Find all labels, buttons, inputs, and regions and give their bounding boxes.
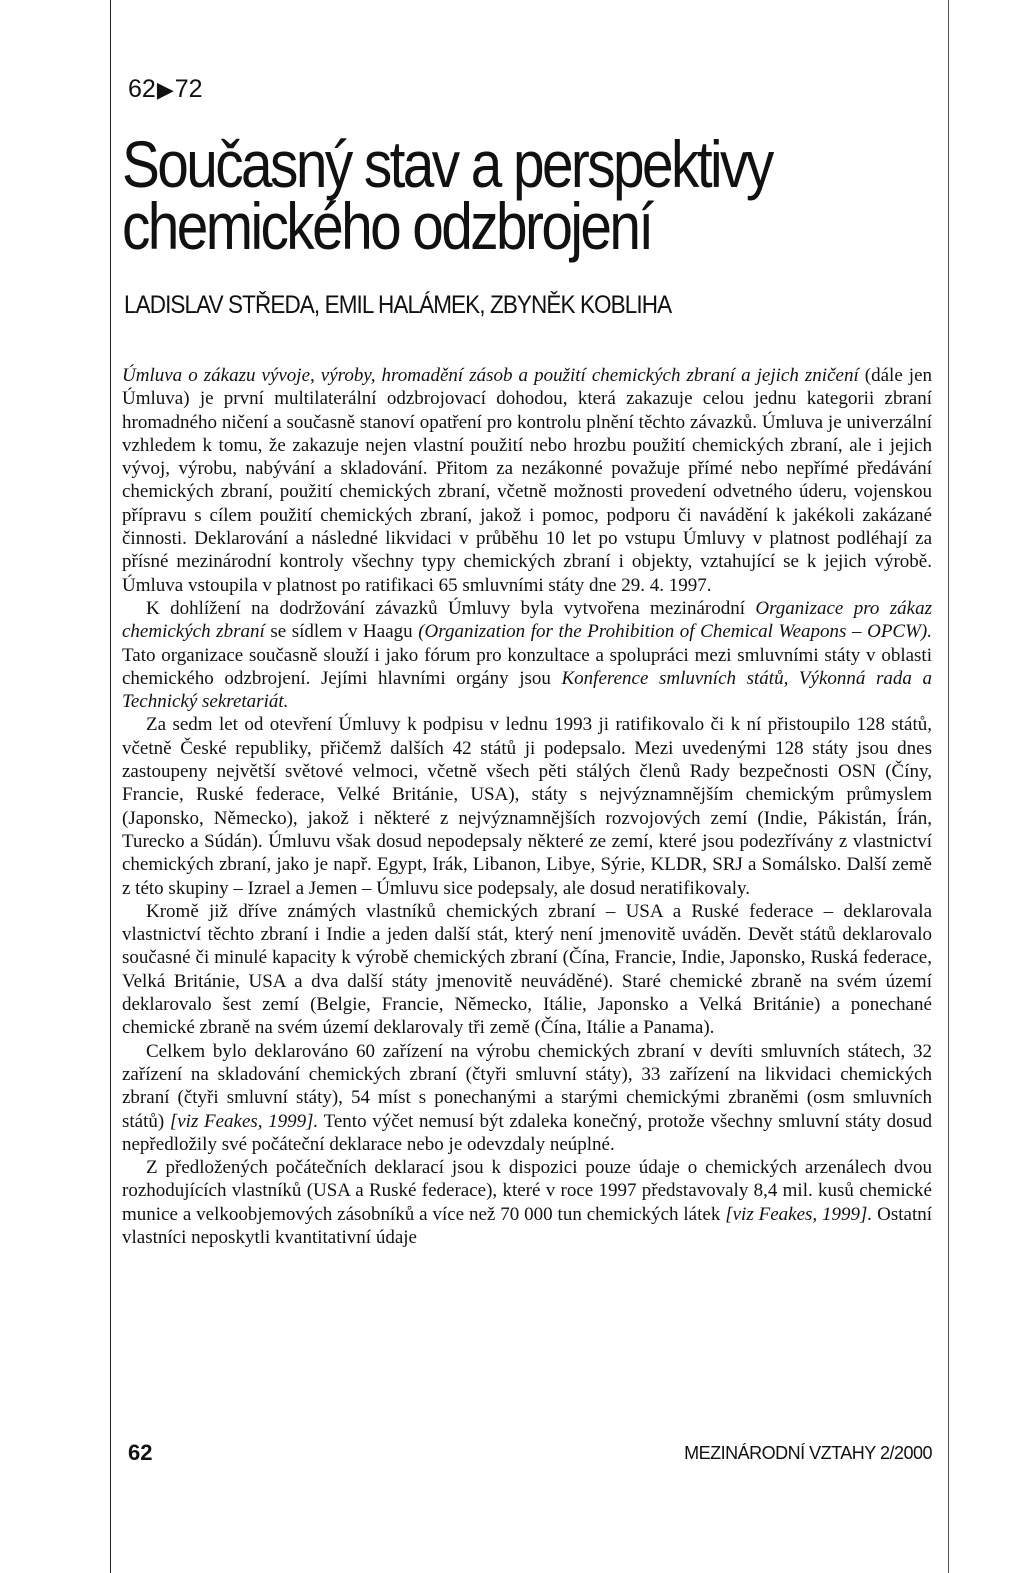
page-from: 62 (128, 75, 156, 103)
triangle-arrow-icon: ▶ (156, 77, 174, 102)
article-body (122, 364, 932, 1249)
paragraph-3: Za sedm let od otevření Úmluvy k podpisu v lednu 1993 ji ratifikovalo či k ní přistoupilo 128 států, včetně České republiky, přičemž dalších 42 států ji podepsalo. Mezi uvedenými 128 státy jsou dnes zastoupeny největší světové velmoci, včetně všech pěti stálých členů Rady bezpečnosti OSN (Číny, Francie, Ruské federace, Velké Británie, USA), státy s nejvýznamnějším chemickým průmyslem (Japonsko, Německo), jakož i některé z nejvýznamnějších rozvojových zemí (Indie, Pákistán, Írán, Turecko a Súdán). Úmluvu však dosud nepodepsaly některé ze zemí, které jsou podezřívány z vlastnictví chemických zbraní, jako je např. Egypt, Irák, Libanon, Libye, Sýrie, KLDR, SRJ a Somálsko. Další země z této skupiny – Izrael a Jemen – Úmluvu sice podepsaly, ale dosud neratifikovaly. (122, 714, 932, 899)
paragraph-2: K dohlížení na dodržování závazků Úmluvy byla vytvořena mezinárodní Organizace pro zákaz chemických zbraní se sídlem v Haagu (Organization for the Prohibition of Chemical Weapons – OPCW). Tato organizace současně slouží i jako fórum pro konzultace a spolupráci mezi smluvními státy v oblasti chemického odzbrojení. Jejími hlavními orgány jsou Konference smluvních států, Výkonná rada a Technický sekretariát. (122, 597, 933, 713)
article-authors: LADISLAV STŘEDA, EMIL HALÁMEK, ZBYNĚK KOBLIHA (124, 291, 672, 319)
footer-journal-name: MEZINÁRODNÍ VZTAHY 2/2000 (684, 1443, 932, 1463)
article-title: Současný stav a perspektivy chemického odzbrojení (122, 127, 772, 263)
paragraph-4: Kromě již dříve známých vlastníků chemických zbraní – USA a Ruské federace – deklarovala vlastnictví těchto zbraní i Indie a jeden další stát, který není jmenovitě uváděn. Devět států deklarovalo současné či minulé kapacity k výrobě chemických zbraní (Čína, Francie, Indie, Japonsko, Ruská federace, Velká Británie, USA a dva další státy jmenovitě neuváděné). Staré chemické zbraně na svém území deklarovalo šest zemí (Belgie, Francie, Německo, Itálie, Japonsko a Velká Británie) a ponechané chemické zbraně na svém území deklarovaly tři země (Čína, Itálie a Panama). (122, 900, 932, 1039)
right-margin-rule (948, 0, 949, 1573)
paragraph-1: Úmluva o zákazu vývoje, výroby, hromadění zásob a použití chemických zbraní a jejich zničení (dále jen Úmluva) je první multilaterální odzbrojovací dohodou, která zakazuje celou jednu kategorii zbraní hromadného ničení a současně stanoví opatření pro kontrolu plnění těchto závazků. Úmluva je univerzální vzhledem k tomu, že zakazuje nejen vlastní použití nebo hrozbu použití chemických zbraní, ale i jejich vývoj, výrobu, nabývání a skladování. Přitom za nezákonné považuje přímé nebo nepřímé předávání chemických zbraní, použití chemických zbraní, včetně možnosti provedení odvetného úderu, vojenskou přípravu s cílem použití chemických zbraní, jakož i pomoc, podporu či navádění k jakékoli zakázané činnosti. Deklarování a následné likvidaci v průběhu 10 let po vstupu Úmluvy v platnost podléhají za přísné mezinárodní kontroly všechny typy chemických zbraní i objekty, vztahující se k jejich výrobě. Úmluva vstoupila v platnost po ratifikaci 65 smluvními státy dne 29. 4. 1997. (122, 365, 933, 596)
citation: [viz Feakes, 1999]. (169, 1110, 319, 1132)
paragraph-6: Z předložených počátečních deklarací jsou k dispozici pouze údaje o chemických arzenálech dvou rozhodujících vlastníků (USA a Ruské federace), které v roce 1997 představovaly 8,4 mil. kusů chemické munice a velkoobjemových zásobníků a více než 70 000 tun chemických látek [viz Feakes, 1999]. Ostatní vlastníci neposkytli kvantitativní údaje (122, 1157, 932, 1248)
convention-name: Úmluva o zákazu vývoje, výroby, hromadění zásob a použití chemických zbraní a jejich zničení (122, 365, 859, 386)
page-to: 72 (174, 75, 203, 103)
left-margin-rule (110, 0, 111, 1573)
paragraph-5: Celkem bylo deklarováno 60 zařízení na výrobu chemických zbraní v devíti smluvních státech, 32 zařízení na skladování chemických zbraní (čtyři smluvní státy), 33 zařízení na likvidaci chemických zbraní (čtyři smluvní státy), 54 míst s ponechanými a starými chemickými zbraněmi (osm smluvních států) [viz Feakes, 1999]. Tento výčet nemusí být zdaleka konečný, protože všechny smluvní státy dosud nepředložily své počáteční deklarace nebo je odevzdaly neúplné. (122, 1040, 932, 1155)
page-range (128, 75, 203, 104)
citation: [viz Feakes, 1999]. (725, 1203, 873, 1225)
footer-page-number: 62 (128, 1440, 153, 1465)
